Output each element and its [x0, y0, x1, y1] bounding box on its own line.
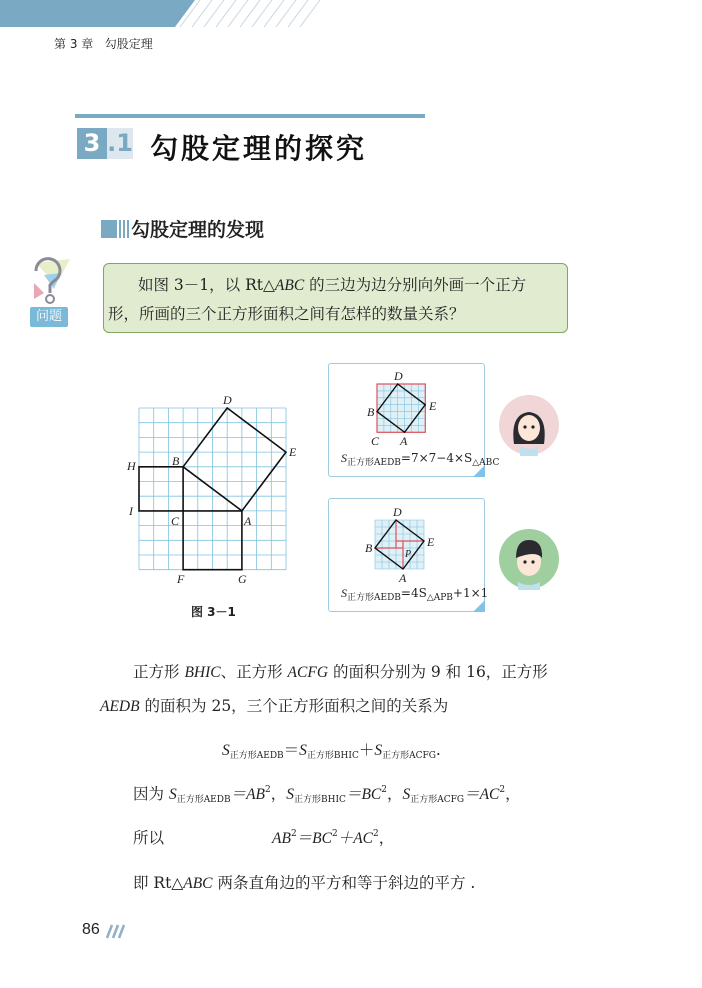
svg-text:A: A	[400, 434, 408, 448]
problem-line-2: 形，所画的三个正方形面积之间有怎样的数量关系？	[108, 305, 465, 323]
subsection-marker	[101, 220, 129, 238]
page-number: 86	[82, 921, 100, 938]
conclusion-line: 即 Rt△ABC 两条直角边的平方和等于斜边的平方 .	[133, 874, 476, 892]
boy-avatar	[498, 528, 560, 590]
title-rule	[75, 114, 425, 118]
card2-diagram	[329, 499, 484, 589]
svg-text:B: B	[367, 405, 375, 419]
girl-avatar	[498, 394, 560, 456]
so-label: 所以	[133, 829, 165, 847]
method-card-1	[328, 363, 500, 477]
problem-tag: 问题	[30, 307, 68, 327]
figure-3-1	[120, 390, 310, 590]
label-D: D	[223, 393, 232, 407]
header-band	[0, 0, 340, 30]
card1-formula: $S_{正方形AEDB}=7\times 7-4\times S_{\triangle ABC}$	[341, 451, 500, 468]
label-I: I	[129, 504, 133, 518]
label-B: B	[172, 454, 180, 468]
label-C: C	[171, 514, 180, 528]
because-line: 因为 $S_{正方形AEDB}=AB^2$，$S_{正方形BHIC}=BC^2$，$S_{正方形ACFG}=AC^2$，	[133, 785, 521, 805]
label-E: E	[289, 445, 297, 459]
label-G: G	[238, 572, 247, 586]
square-BHIC	[139, 467, 183, 511]
svg-text:P: P	[405, 549, 412, 560]
method-card-2	[328, 498, 489, 612]
question-mark-icon	[28, 255, 72, 307]
pythagorean-equation: $AB^2=BC^2+AC^2$，	[272, 829, 395, 847]
svg-text:D: D	[393, 505, 402, 519]
body-paragraph-1b: AEDB 的面积为 25，三个正方形面积之间的关系为	[100, 697, 449, 715]
svg-text:D: D	[394, 369, 403, 383]
svg-text:B: B	[365, 541, 373, 555]
page-number-slashes	[103, 923, 125, 939]
section-minor: .1	[107, 129, 133, 157]
problem-line-1: 如图 3－1，以 Rt△ABC 的三边为边分别向外画一个正方	[138, 276, 527, 294]
section-major: 3	[77, 128, 107, 159]
svg-text:A: A	[399, 571, 407, 585]
card2-formula: $S_{正方形AEDB}=4S_{\triangle APB}+1\times 1$	[341, 586, 489, 603]
label-F: F	[177, 572, 185, 586]
svg-text:E: E	[429, 399, 437, 413]
body-paragraph-1: 正方形 BHIC、正方形 ACFG 的面积分别为 9 和 16，正方形	[133, 663, 548, 681]
card1-diagram	[329, 364, 484, 454]
label-A: A	[244, 514, 252, 528]
problem-box	[103, 263, 568, 333]
svg-text:C: C	[371, 434, 380, 448]
section-title: 勾股定理的探究	[150, 132, 368, 165]
section-number-badge	[77, 128, 133, 159]
subsection-title: 勾股定理的发现	[131, 219, 265, 241]
figure-caption: 图 3－1	[191, 605, 236, 619]
chapter-number: 第 3 章	[54, 37, 94, 51]
running-header	[54, 35, 153, 52]
chapter-title: 勾股定理	[104, 37, 153, 51]
label-H: H	[127, 459, 136, 473]
svg-text:E: E	[427, 535, 435, 549]
equation-areas: $S_{正方形AEDB}=S_{正方形BHIC}+S_{正方形ACFG}$.	[222, 741, 441, 761]
square-AEDB	[183, 408, 286, 511]
